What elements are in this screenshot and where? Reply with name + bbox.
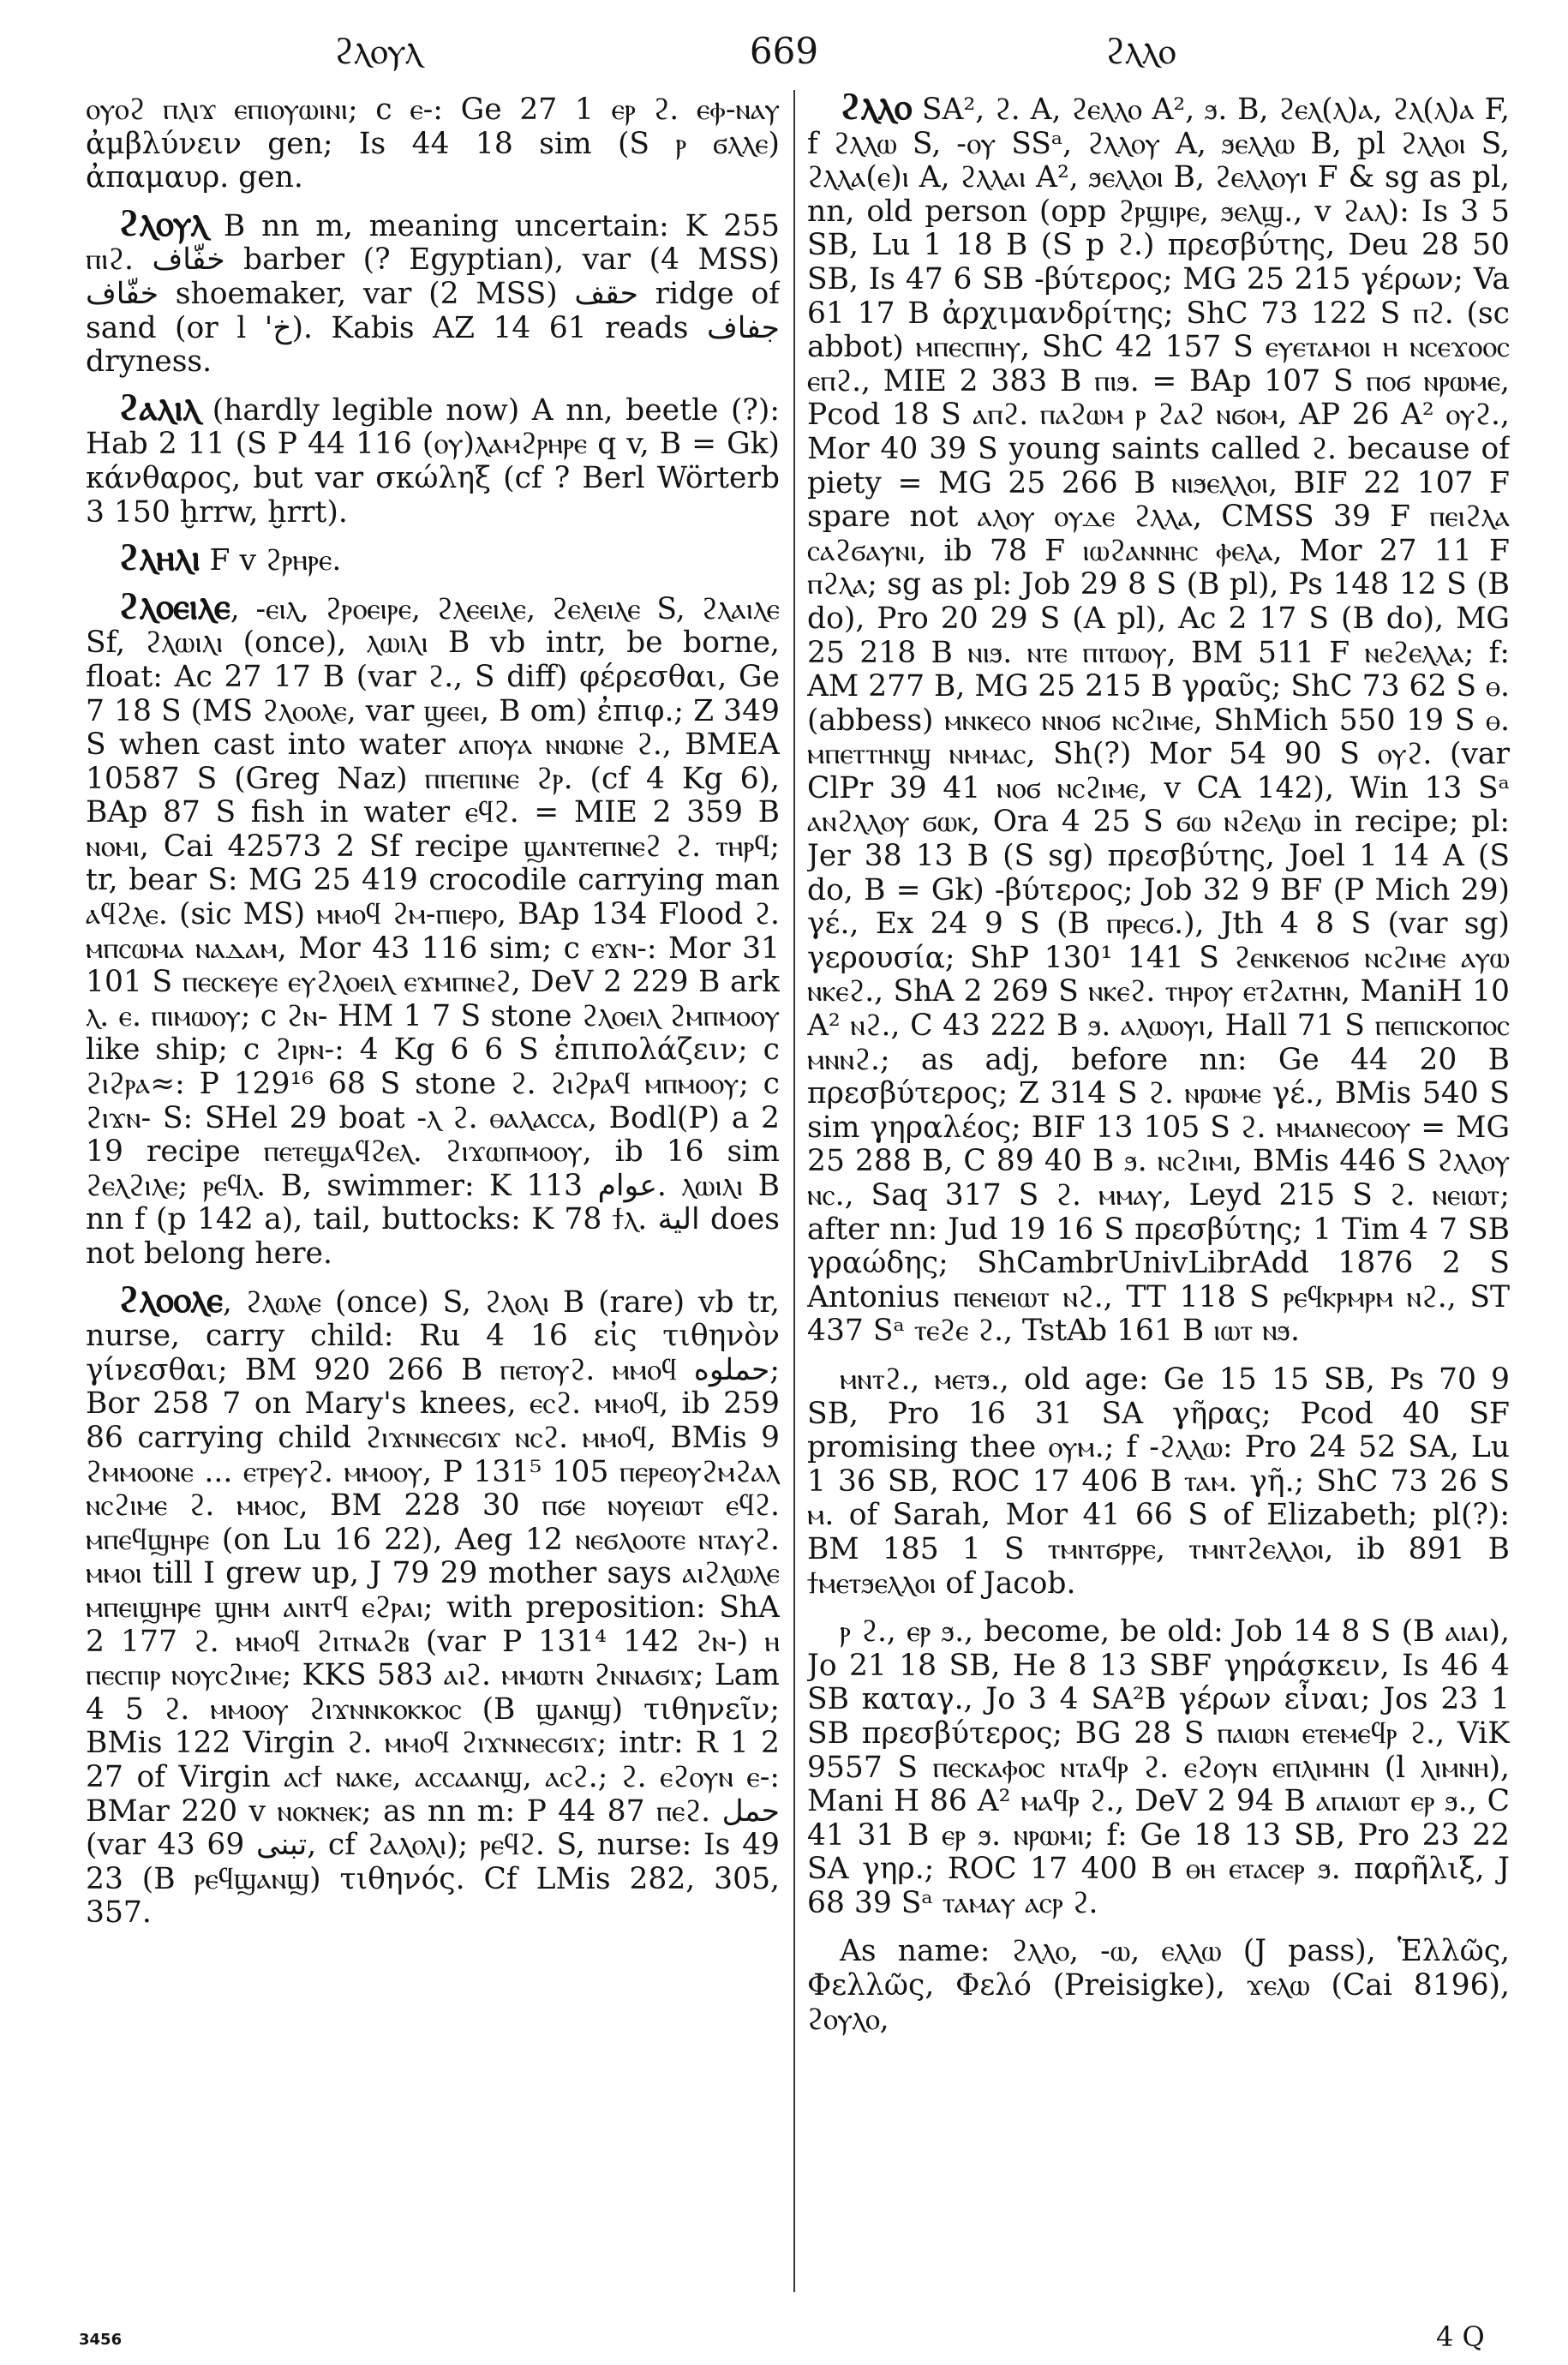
entry-text: ⲣ ϩ., ⲉⲣ ϧ., become, be old: Job 14 8 S (B ⲁⲓⲁⲓ), Jo 21 18 SB, He 8 13 SBF γηράσκειν, Is 46 4 SB καταγ., Jo 3 4 SA²B γέρων εἶναι; Jos 23 1 SB πρεσβύτερος; BG 28 S ⲡⲁⲓⲱⲛ ⲉⲧⲉⲙⲉϥⲣ ϩ., ViK 9557 S ⲡⲉⲥⲕⲁⲫⲟⲥ ⲛⲧⲁϥⲣ ϩ. ⲉϩⲟⲩⲛ ⲉⲡⲗⲓⲙⲏⲛ (l ⲗⲓⲙⲛⲏ), Mani H 86 A² ⲙⲁϥⲣ ϩ., DeV 2 94 B ⲁⲡⲁⲓⲱⲧ ⲉⲣ ϧ., C 41 31 B ⲉⲣ ϧ. ⲛⲣⲱⲙⲓ; f: Ge 18 13 SB, Pro 23 22 SA γηρ.; ROC 17 400 B ⲑⲏ ⲉⲧⲁⲥⲉⲣ ϧ. παρῆλιξ, J 68 39 Sᵃ ⲧⲁⲙⲁⲩ ⲁⲥⲣ ϩ.: [807, 1614, 1510, 1920]
entry-as-name: [807, 1931, 1510, 2037]
entry-lemma: ϩⲗⲟⲉⲓⲗⲉ: [118, 584, 230, 627]
entry-hloul: [86, 201, 780, 380]
entry-lemma: ϩⲗⲟⲟⲗⲉ: [118, 1278, 223, 1320]
gathering-mark: 4 Q: [1436, 2320, 1485, 2353]
entry-text: F v ϩⲣⲏⲣⲉ.: [200, 543, 342, 578]
left-column: [86, 90, 780, 2292]
running-head: [0, 26, 1568, 77]
running-head-left-word: ϩⲗⲟⲩⲗ: [334, 30, 422, 72]
entry-hloole: [86, 1278, 780, 1931]
entry-text: ⲟⲩⲟϩ ⲡⲗⲓϫ ⲉⲡⲓⲟⲩⲱⲓⲛⲓ; ϲ ⲉ-: Ge 27 1 ⲉⲣ ϩ. ⲉⲫ-ⲛⲁⲩ ἀμβλύνειν gen; Is 44 18 sim (S ⲣ ϭⲗⲗⲉ) ἀπαμαυρ. gen.: [86, 93, 780, 195]
entry-become-old: [807, 1612, 1510, 1920]
entry-continuation: [86, 90, 780, 195]
entry-hleli: [86, 536, 780, 579]
entry-text: , ϩⲗⲱⲗⲉ (once) S, ϩⲗⲟⲗⲓ B (rare) vb tr, nurse, carry child: Ru 4 16 εἰς τιθηνὸν γίνεσθαι; BM 920 266 B ⲡⲉⲧⲟⲩϩ. ⲙⲙⲟϥ حملوه; Bor 258 7 on Mary's knees, ⲉⲥϩ. ⲙⲙⲟϥ, ib 259 86 carrying child ϩⲓϫⲛⲛⲉⲥϭⲓϫ ⲛⲥϩ. ⲙⲙⲟϥ, BMis 9 ϩⲙⲙⲟⲟⲛⲉ ... ⲉⲧⲣⲉⲩϩ. ⲙⲙⲟⲟⲩ, P 131⁵ 105 ⲡⲉⲣⲉⲟⲩϩⲙϩⲁⲗ ⲛⲥϩⲓⲙⲉ ϩ. ⲙⲙⲟⲥ, BM 228 30 ⲡϭⲉ ⲛⲟⲩⲉⲓⲱⲧ ⲉϥϩ. ⲙⲡⲉϥϣⲏⲣⲉ (on Lu 16 22), Aeg 12 ⲛⲉϭⲗⲟⲟⲧⲉ ⲛⲧⲁⲩϩ. ⲙⲙⲟⲓ till I grew up, J 79 29 mother says ⲁⲓϩⲗⲱⲗⲉ ⲙⲡⲉⲓϣⲏⲣⲉ ϣⲏⲙ ⲁⲓⲛⲧϥ ⲉϩⲣⲁⲓ; with preposition: ShA 2 177 ϩ. ⲙⲙⲟϥ ϩⲓⲧⲛⲁϩⲃ (var P 131⁴ 142 ϩⲛ-) ⲏ ⲡⲉⲥⲡⲓⲣ ⲛⲟⲩⲥϩⲓⲙⲉ; KKS 583 ⲁⲓϩ. ⲙⲙⲱⲧⲛ ϩⲛⲛⲁϭⲓϫ; Lam 4 5 ϩ. ⲙⲙⲟⲟⲩ ϩⲓϫⲛⲛⲕⲟⲕⲕⲟⲥ (B ϣⲁⲛϣ) τιθηνεῖν; BMis 122 Virgin ϩ. ⲙⲙⲟϥ ϩⲓϫⲛⲛⲉⲥϭⲓϫ; intr: R 1 2 27 of Virgin ⲁⲥϯ ⲛⲁⲕⲉ, ⲁⲥⲥⲁⲁⲛϣ, ⲁⲥϩ.; ϩ. ⲉϩⲟⲩⲛ ⲉ-: BMar 220 v ⲛⲟⲕⲛⲉⲕ; as nn m: P 44 87 ⲡⲉϩ. حمل (var 43 69 تبنى, cf ϩⲁⲗⲟⲗⲓ); ⲣⲉϥϩ. S, nurse: Is 49 23 (B ⲣⲉϥϣⲁⲛϣ) τιθηνός. Cf LMis 282, 305, 357.: [86, 1284, 780, 1931]
entry-lemma: ϩⲗⲟⲩⲗ: [118, 201, 208, 244]
entry-hloeile: [86, 584, 780, 1272]
entry-text: (hardly legible now) A nn, beetle (?): Hab 2 11 (S P 44 116 (ⲟⲩ)ⲗⲁⲙϩⲣⲏⲣⲉ q v, B = Gk) κάνθαρος, but var σκώληξ (cf ? Berl Wörterb 3 150 ḫrrw, ḫrrt).: [86, 392, 780, 530]
entry-text: As name: ϩⲗⲗⲟ, -ⲱ, ⲉⲗⲗⲱ (J pass), Ἑλλῶς, Φελλῶς, Φελό (Preisigke), ϫⲉⲗⲱ (Cai 8196), ϩⲟⲩⲗⲟ,: [807, 1934, 1510, 2037]
entry-text: ⲙⲛⲧϩ., ⲙⲉⲧϧ., old age: Ge 15 15 SB, Ps 70 9 SB, Pro 16 31 SA γῆρας; Pcod 40 SF promising thee ⲟⲩⲙ.; f -ϩⲗⲗⲱ: Pro 24 52 SA, Lu 1 36 SB, ROC 17 406 B ⲧⲁⲙ. γῆ.; ShC 73 26 S ⲙ. of Sarah, Mor 41 66 S of Elizabeth; pl(?): BM 185 1 S ⲧⲙⲛⲧϭⲣⲣⲉ, ⲧⲙⲛⲧϩⲉⲗⲗⲟⲓ, ib 891 B ϯⲙⲉⲧϧⲉⲗⲗⲟⲓ of Jacob.: [807, 1362, 1510, 1601]
page-number: 669: [749, 30, 819, 72]
entry-text: SA², ϩ. A, ϩⲉⲗⲗⲟ A², ϧ. B, ϩⲉⲗ(ⲗ)ⲁ, ϩⲗ(ⲗ)ⲁ F, f ϩⲗⲗⲱ S, -ⲟⲩ SSᵃ, ϩⲗⲗⲟⲩ A, ϧⲉⲗⲗⲱ B, pl ϩⲗⲗⲟⲓ S, ϩⲗⲗⲁ(ⲉ)ⲓ A, ϩⲗⲗⲁⲓ A², ϧⲉⲗⲗⲟⲓ B, ϩⲉⲗⲗⲟⲩⲓ F & sg as pl, nn, old person (opp ϩⲣϣⲓⲣⲉ, ϧⲉⲗϣ., v ϩⲁⲗ): Is 3 5 SB, Lu 1 18 B (S p ϩ.) πρεσβύτης, Deu 28 50 SB, Is 47 6 SB -βύτερος; MG 25 215 γέρων; Va 61 17 B ἀρχιμανδρίτης; ShC 73 122 S ⲡϩ. (sc abbot) ⲙⲡⲉⲥⲡⲏⲩ, ShC 42 157 S ⲉⲩⲉⲧⲁⲙⲟⲓ ⲏ ⲛⲥⲉϫⲟⲟⲥ ⲉⲡϩ., MIE 2 383 B ⲡⲓϧ. = BAp 107 S ⲡⲟϭ ⲛⲣⲱⲙⲉ, Pcod 18 S ⲁⲡϩ. ⲡⲁϩⲱⲙ ⲣ ϩⲁϩ ⲛϭⲟⲙ, AP 26 A² ⲟⲩϩ., Mor 40 39 S young saints called ϩ. because of piety = MG 25 266 B ⲛⲓϧⲉⲗⲗⲟⲓ, BIF 22 107 F spare not ⲁⲗⲟⲩ ⲟⲩⲇⲉ ϩⲗⲗⲁ, CMSS 39 F ⲡⲉⲓϩⲗⲁ ⲥⲁϩϭⲁⲩⲛⲓ, ib 78 F ⲓⲱϩⲁⲛⲛⲏⲥ ⲫⲉⲗⲁ, Mor 27 11 F ⲡϩⲗⲁ; sg as pl: Job 29 8 S (B pl), Ps 148 12 S (B do), Pro 20 29 S (A pl), Ac 2 17 S (B do), MG 25 218 B ⲛⲓϧ. ⲛⲧⲉ ⲡⲓⲧⲱⲟⲩ, BM 511 F ⲛⲉϩⲉⲗⲗⲁ; f: AM 277 B, MG 25 215 B γραῦς; ShC 73 62 S ⲑ. (abbess) ⲙⲛⲕⲉⲥⲟ ⲛⲛⲟϭ ⲛⲥϩⲓⲙⲉ, ShMich 550 19 S ⲑ. ⲙⲡⲉⲧⲧⲏⲛϣ ⲛⲙⲙⲁⲥ, Sh(?) Mor 54 90 S ⲟⲩϩ. (var ClPr 39 41 ⲛⲟϭ ⲛⲥϩⲓⲙⲉ, v CA 142), Win 13 Sᵃ ⲁⲛϩⲗⲗⲟⲩ ϭⲱⲕ, Ora 4 25 S ϭⲱ ⲛϩⲉⲗⲱ in recipe; pl: Jer 38 13 B (S sg) πρεσβύτης, Joel 1 14 A (S do, B = Gk) -βύτερος; Job 32 9 BF (P Mich 29) γέ., Ex 24 9 S (B ⲡⲣⲉⲥϭ.), Jth 4 8 S (var sg) γερουσία; ShP 130¹ 141 S ϩⲉⲛⲕⲉⲛⲟϭ ⲛⲥϩⲓⲙⲉ ⲁⲩⲱ ⲛⲕⲉϩ., ShA 2 269 S ⲛⲕⲉϩ. ⲧⲏⲣⲟⲩ ⲉⲧϩⲁⲧⲏⲛ, ManiH 10 A² ⲛϩ., C 43 222 B ϧ. ⲁⲗⲱⲟⲩⲓ, Hall 71 S ⲡⲉⲡⲓⲥⲕⲟⲡⲟⲥ ⲙⲛⲛϩ.; as adj, before nn: Ge 44 20 B πρεσβύτερος; Z 314 S ϩ. ⲛⲣⲱⲙⲉ γέ., BMis 540 S sim γηραλέος; BIF 13 105 S ϩ. ⲙⲙⲁⲛⲉⲥⲟⲟⲩ = MG 25 288 B, C 89 40 B ϧ. ⲛⲥϩⲓⲙⲓ, BMis 446 S ϩⲗⲗⲟⲩ ⲛⲥ., Saq 317 S ϩ. ⲙⲙⲁⲩ, Leyd 215 S ϩ. ⲛⲉⲓⲱⲧ; after nn: Jud 19 16 S πρεσβύτης; 1 Tim 4 7 SB γραώδης; ShCambrUnivLibrAdd 1876 2 S Antonius ⲡⲉⲛⲉⲓⲱⲧ ⲛϩ., TT 118 S ⲣⲉϥⲕⲣⲙⲣⲙ ⲛϩ., ST 437 Sᵃ ⲧⲉϩⲉ ϩ., TstAb 161 B ⲓⲱⲧ ⲛϧ.: [807, 93, 1510, 1349]
printer-signature: 3456: [79, 2331, 123, 2349]
right-column: [807, 90, 1510, 2292]
entry-halil: [86, 386, 780, 530]
entry-old-age: [807, 1360, 1510, 1601]
entry-hllo: [807, 90, 1510, 1349]
entry-text: B nn m, meaning uncertain: K 255 ⲡⲓϩ. خفّاف barber (? Egyptian), var (4 MSS) خفّاف shoemaker, var (2 MSS) حقف ridge of sand (or l 'خ). Kabis AZ 14 61 reads جفاف dryness.: [86, 208, 780, 380]
entry-lemma: ϩⲗⲏⲗⲓ: [118, 536, 200, 579]
entry-text: , -ⲉⲓⲗ, ϩⲣⲟⲉⲓⲣⲉ, ϩⲗⲉⲉⲓⲗⲉ, ϩⲉⲗⲉⲓⲗⲉ S, ϩⲗⲁⲓⲗⲉ Sf, ϩⲗⲱⲓⲗⲓ (once), ⲗⲱⲓⲗⲓ B vb intr, be borne, float: Ac 27 17 B (var ϩ., S diff) φέρεσθαι, Ge 7 18 S (MS ϩⲗⲟⲟⲗⲉ, var ϣⲉⲉⲓ, B om) ἐπιφ.; Z 349 S when cast into water ⲁⲡⲟⲩⲁ ⲛⲛⲱⲛⲉ ϩ., BMEA 10587 S (Greg Naz) ⲡⲡⲉⲡⲓⲛⲉ ϩⲣ. (cf 4 Kg 6), BAp 87 S fish in water ⲉϥϩ. = MIE 2 359 B ⲛⲟⲙⲓ, Cai 42573 2 Sf recipe ϣⲁⲛⲧⲉⲡⲛⲉϩ ϩ. ⲧⲏⲣϥ; tr, bear S: MG 25 419 crocodile carrying man ⲁϥϩⲗⲉ. (sic MS) ⲙⲙⲟϥ ϩⲙ-ⲡⲓⲉⲣⲟ, BAp 134 Flood ϩ. ⲙⲡⲥⲱⲙⲁ ⲛⲁⲇⲁⲙ, Mor 43 116 sim; c ⲉϫⲛ-: Mor 31 101 S ⲡⲉⲥⲕⲉⲩⲉ ⲉⲩϩⲗⲟⲉⲓⲗ ⲉϫⲙⲡⲛⲉϩ, DeV 2 229 B ark ⲗ. ⲉ. ⲡⲓⲙⲱⲟⲩ; c ϩⲛ- HM 1 7 S stone ϩⲗⲟⲉⲓⲗ ϩⲙⲡⲙⲟⲟⲩ like ship; c ϩⲓⲣⲛ-: 4 Kg 6 6 S ἐπιπολάζειν; c ϩⲓϩⲣⲁ≈: P 129¹⁶ 68 S stone ϩ. ϩⲓϩⲣⲁϥ ⲙⲡⲙⲟⲟⲩ; c ϩⲓϫⲛ- S: SHel 29 boat -ⲗ ϩ. ⲑⲁⲗⲁⲥⲥⲁ, Bodl(P) a 2 19 recipe ⲡⲉⲧⲉϣⲁϥϩⲉⲗ. ϩⲓϫⲱⲡⲙⲟⲟⲩ, ib 16 sim ϩⲉⲗϩⲓⲗⲉ; ⲣⲉϥⲗ. B, swimmer: K 113 عوام. ⲗⲱⲓⲗⲓ B nn f (p 142 a), tail, buttocks: K 78 ϯⲗ. الية does not belong here.: [86, 591, 780, 1271]
running-head-right-word: ϩⲗⲗⲟ: [1105, 30, 1176, 72]
entry-lemma: ϩⲗⲗⲟ: [840, 90, 913, 128]
entry-lemma: ϩⲁⲗⲓⲗ: [118, 386, 200, 428]
column-divider: [793, 90, 795, 2292]
